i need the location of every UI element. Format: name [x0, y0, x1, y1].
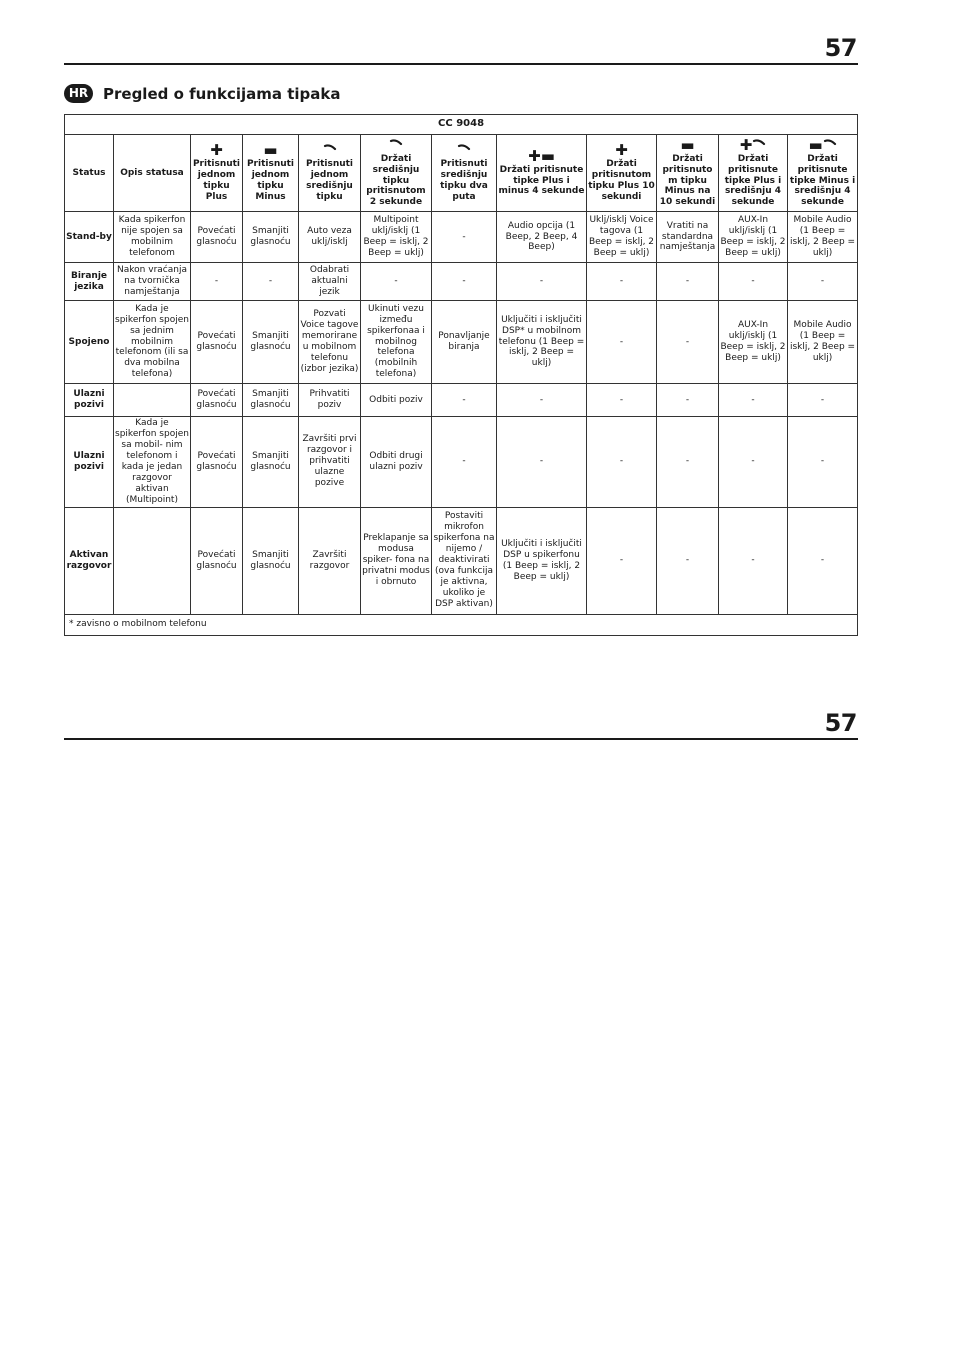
table-cell: Odbiti drugi ulazni poziv	[361, 417, 432, 508]
table-cell: -	[657, 301, 719, 384]
table-cell: Vratiti na standardna namještanja	[657, 212, 719, 263]
table-cell: -	[587, 507, 657, 614]
table-cell: Smanjiti glasnoću	[243, 212, 299, 263]
row-status: Ulazni pozivi	[65, 384, 114, 417]
table-cell: Auto veza uklj/isklj	[299, 212, 361, 263]
table-cell: Kada je spikerfon spojen sa jednim mobilnim telefonom (ili sa dva mobilna telefona)	[114, 301, 191, 384]
table-cell: Ponavljanje biranja	[432, 301, 497, 384]
column-header-label: Opis statusa	[120, 167, 184, 178]
function-table	[64, 114, 858, 636]
section-title: Pregled o funkcijama tipaka	[103, 84, 341, 103]
column-header-label: Držati pritisnutom tipku Plus 10 sekundi	[588, 159, 655, 202]
table-cell: Odbiti poziv	[361, 384, 432, 417]
table-cell: -	[719, 263, 788, 301]
table-cell: Povećati glasnoću	[191, 507, 243, 614]
column-header	[114, 135, 191, 212]
table-cell: -	[432, 212, 497, 263]
column-header	[719, 135, 788, 212]
table-cell: Smanjiti glasnoću	[243, 417, 299, 508]
table-cell: -	[243, 263, 299, 301]
table-cell: -	[497, 417, 587, 508]
table-cell: Mobile Audio (1 Beep = isklj, 2 Beep = uklj)	[788, 212, 858, 263]
phone-icon	[433, 143, 495, 157]
table-cell: -	[657, 384, 719, 417]
table-cell: -	[361, 263, 432, 301]
column-header-label: Pritisnuti jednom tipku Plus	[192, 159, 241, 202]
table-cell: Kada je spikerfon spojen sa mobil- nim telefonom i kada je jedan razgovor aktivan (Multipoint)	[114, 417, 191, 508]
table-cell: -	[497, 263, 587, 301]
table-cell: -	[788, 384, 858, 417]
table-row	[65, 301, 858, 384]
language-badge: HR	[64, 84, 93, 103]
table-cell: -	[432, 384, 497, 417]
table-cell: -	[657, 507, 719, 614]
phone-icon	[300, 143, 359, 157]
page-number-bottom: 57	[824, 709, 857, 737]
table-cell: Multipoint uklj/isklj (1 Beep = isklj, 2 Beep = uklj)	[361, 212, 432, 263]
table-cell: Ukinuti vezu između spikerfonaa i mobilnog telefona (mobilnih telefona)	[361, 301, 432, 384]
model-header: CC 9048	[65, 115, 858, 135]
table-cell: Smanjiti glasnoću	[243, 507, 299, 614]
table-cell: Postaviti mikrofon spikerfona na nijemo / deaktivirati (ova funkcija je aktivna, ukoliko je DSP aktivan)	[432, 507, 497, 614]
table-cell: -	[587, 263, 657, 301]
column-header	[587, 135, 657, 212]
table-cell: Povećati glasnoću	[191, 212, 243, 263]
table-cell: Uključiti i isključiti DSP u spikerfonu (1 Beep = isklj, 2 Beep = uklj)	[497, 507, 587, 614]
minus-icon: ▬	[263, 141, 278, 160]
table-cell: Audio opcija (1 Beep, 2 Beep, 4 Beep)	[497, 212, 587, 263]
table-cell: -	[719, 417, 788, 508]
table-cell: -	[657, 263, 719, 301]
table-cell: Kada spikerfon nije spojen sa mobilnim telefonom	[114, 212, 191, 263]
table-cell: -	[191, 263, 243, 301]
column-header-label: Držati pritisnute tipke Plus i minus 4 sekunde	[498, 164, 585, 197]
column-header	[788, 135, 858, 212]
column-header-label: Držati pritisnutom tipku Minus na 10 sekundi	[659, 153, 716, 208]
table-cell	[114, 384, 191, 417]
section-heading	[64, 84, 341, 103]
table-body	[65, 212, 858, 615]
column-header	[361, 135, 432, 212]
table-row	[65, 263, 858, 301]
column-header	[299, 135, 361, 212]
page-number-top: 57	[824, 34, 857, 62]
row-status: Stand-by	[65, 212, 114, 263]
table-cell: Mobile Audio (1 Beep = isklj, 2 Beep = uklj)	[788, 301, 858, 384]
column-header	[497, 135, 587, 212]
column-header-label: Status	[72, 167, 106, 178]
table-cell: Pozvati Voice tagove memorirane u mobilnom telefonu (izbor jezika)	[299, 301, 361, 384]
table-cell: -	[587, 384, 657, 417]
table-cell: Povećati glasnoću	[191, 417, 243, 508]
table-cell: AUX-In uklj/isklj (1 Beep = isklj, 2 Beep = uklj)	[719, 301, 788, 384]
table-cell: -	[657, 417, 719, 508]
table-cell: Završiti prvi razgovor i prihvatiti ulazne pozive	[299, 417, 361, 508]
table-cell: -	[587, 301, 657, 384]
column-header	[191, 135, 243, 212]
column-header-label: Pritisnuti jednom tipku Minus	[246, 159, 295, 202]
column-header	[432, 135, 497, 212]
table-cell: Završiti razgovor	[299, 507, 361, 614]
row-status: Aktivan razgovor	[65, 507, 114, 614]
plus-phone-icon: ✚	[720, 138, 786, 152]
phone-icon	[362, 138, 430, 152]
table-cell: Preklapanje sa modusa spiker- fona na privatni modus i obrnuto	[361, 507, 432, 614]
table-cell: -	[788, 263, 858, 301]
table-cell	[114, 507, 191, 614]
table-cell: -	[432, 263, 497, 301]
column-header-label: Držati pritisnute tipke Minus i središnju 4 sekunde	[789, 153, 856, 208]
table-cell: Smanjiti glasnoću	[243, 301, 299, 384]
table-cell: Uključiti i isključiti DSP* u mobilnom telefonu (1 Beep = isklj, 2 Beep = uklj)	[497, 301, 587, 384]
table-cell: Povećati glasnoću	[191, 301, 243, 384]
plus-icon: ✚	[210, 141, 223, 160]
column-header-label: Držati središnju tipku pritisnutom 2 sekunde	[366, 153, 426, 208]
plus-minus-icon: ✚▬	[528, 146, 555, 165]
table-row	[65, 384, 858, 417]
table-cell: Povećati glasnoću	[191, 384, 243, 417]
table-cell: -	[587, 417, 657, 508]
column-header-label: Držati pritisnute tipke Plus i središnju 4 sekunde	[724, 153, 782, 208]
table-cell: -	[788, 417, 858, 508]
table-cell: -	[432, 417, 497, 508]
bottom-rule	[64, 738, 858, 740]
table-cell: -	[497, 384, 587, 417]
table-cell: Prihvatiti poziv	[299, 384, 361, 417]
footnote: * zavisno o mobilnom telefonu	[65, 614, 858, 635]
row-status: Biranje jezika	[65, 263, 114, 301]
table-cell: Smanjiti glasnoću	[243, 384, 299, 417]
table-row	[65, 212, 858, 263]
column-header-label: Pritisnuti središnju tipku dva puta	[440, 159, 488, 202]
table-cell: -	[719, 384, 788, 417]
table-row	[65, 507, 858, 614]
table-cell: -	[719, 507, 788, 614]
table-cell: Odabrati aktualni jezik	[299, 263, 361, 301]
table-cell: -	[788, 507, 858, 614]
column-header	[657, 135, 719, 212]
column-header	[243, 135, 299, 212]
plus-icon: ✚	[615, 141, 628, 160]
top-rule	[64, 63, 858, 65]
table-row	[65, 417, 858, 508]
column-header-row	[65, 135, 858, 212]
table-cell: Uklj/isklj Voice tagova (1 Beep = isklj, 2 Beep = uklj)	[587, 212, 657, 263]
minus-icon: ▬	[680, 135, 695, 154]
minus-phone-icon: ▬	[789, 138, 856, 152]
column-header-label: Pritisnuti jednom središnju tipku	[305, 159, 354, 202]
row-status: Ulazni pozivi	[65, 417, 114, 508]
table-cell: AUX-In uklj/isklj (1 Beep = isklj, 2 Beep = uklj)	[719, 212, 788, 263]
row-status: Spojeno	[65, 301, 114, 384]
table-cell: Nakon vraćanja na tvornička namještanja	[114, 263, 191, 301]
column-header	[65, 135, 114, 212]
